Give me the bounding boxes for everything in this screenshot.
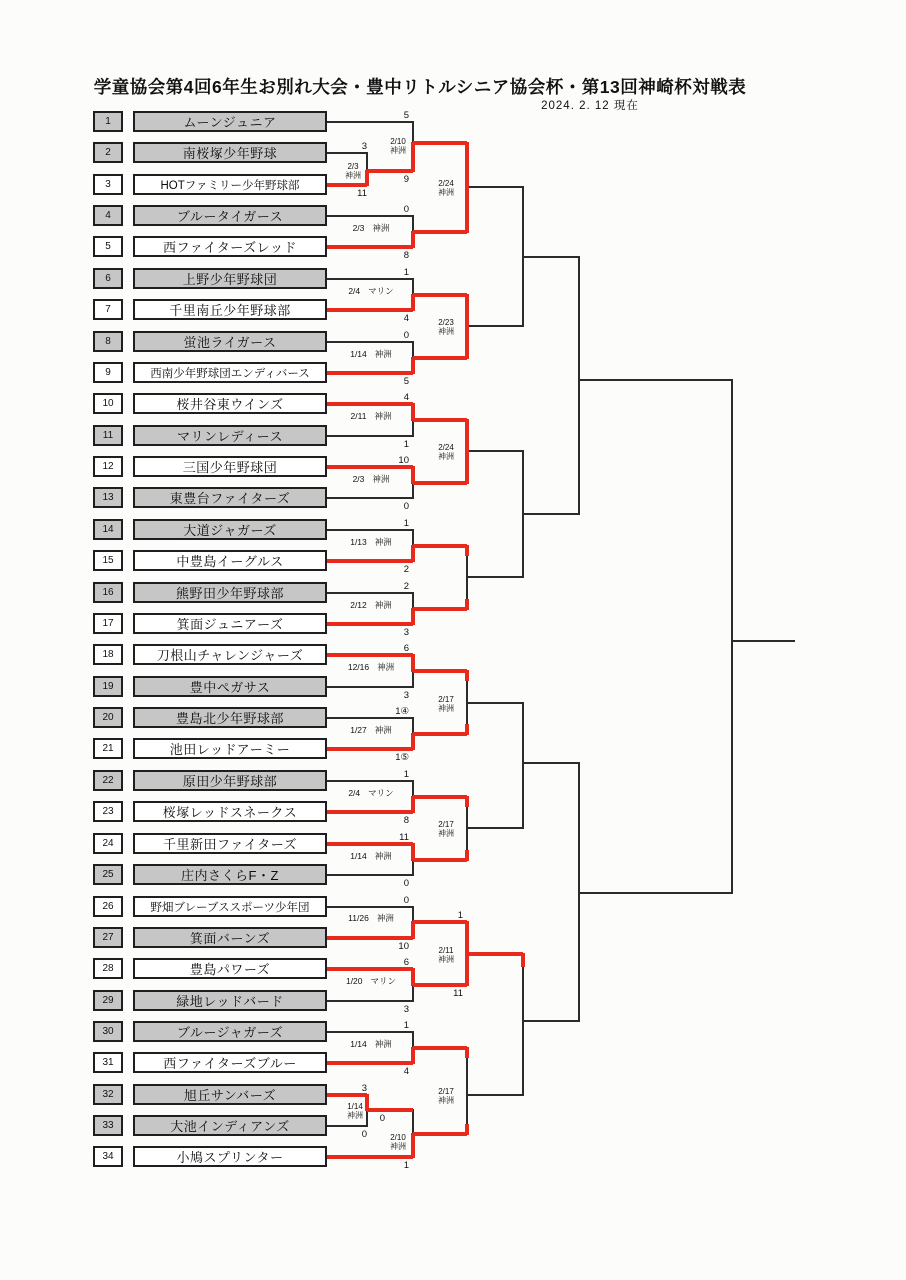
team-number-badge: 17 (93, 613, 123, 634)
score-label: 1 (403, 439, 409, 450)
team-number-badge: 11 (93, 425, 123, 446)
bracket-line-h (467, 325, 523, 327)
team-box: 池田レッドアーミー (133, 738, 327, 759)
bracket-line-v (521, 953, 525, 967)
bracket-line-h (413, 418, 467, 422)
match-date: 2/3 (352, 474, 365, 484)
match-date-label (330, 222, 412, 234)
team-box: 千里新田ファイターズ (133, 833, 327, 854)
match-date: 1/14 (347, 1102, 363, 1111)
team-box: 中豊島イーグルス (133, 550, 327, 571)
score-label: 5 (403, 376, 409, 387)
match-venue: 神洲 (374, 600, 392, 610)
team-number-badge: 6 (93, 268, 123, 289)
score-label: 11 (357, 188, 367, 199)
match-venue: 神洲 (438, 955, 454, 964)
team-box: 西ファイターズブルー (133, 1052, 327, 1073)
score-label: 0 (403, 878, 409, 889)
bracket-line-h (467, 827, 523, 829)
bracket-line-h (327, 592, 413, 594)
team-number-badge: 28 (93, 958, 123, 979)
score-label: 1 (403, 267, 409, 278)
team-number-badge: 2 (93, 142, 123, 163)
match-venue: マリン (370, 976, 397, 986)
match-date-label (330, 850, 412, 862)
bracket-line-h (523, 256, 579, 258)
bracket-line-h (413, 481, 467, 485)
team-box: ムーンジュニア (133, 111, 327, 132)
team-box: 西南少年野球団エンディバース (133, 362, 327, 383)
team-box: 豊中ペガサス (133, 676, 327, 697)
bracket-line-h (327, 183, 367, 187)
match-venue: 神洲 (372, 474, 390, 484)
match-venue: マリン (368, 788, 394, 798)
bracket-line-h (413, 1132, 467, 1136)
score-label: 0 (403, 330, 409, 341)
bracket-line-h (327, 686, 413, 688)
score-label: 6 (403, 643, 409, 654)
team-box: 刀根山チャレンジャーズ (133, 644, 327, 665)
team-box: 箕面バーンズ (133, 927, 327, 948)
bracket-line-v (522, 953, 524, 1096)
match-date-label (429, 695, 463, 713)
team-box: 原田少年野球部 (133, 770, 327, 791)
team-box: 三国少年野球団 (133, 456, 327, 477)
score-label: 3 (403, 627, 409, 638)
score-label: 0 (361, 1129, 367, 1140)
match-date: 1/27 (350, 725, 367, 735)
team-number-badge: 18 (93, 644, 123, 665)
bracket-line-h (327, 152, 367, 154)
team-number-badge: 26 (93, 896, 123, 917)
bracket-line-v (465, 796, 469, 807)
score-label: 0 (403, 895, 409, 906)
score-label: 1④ (395, 706, 409, 717)
bracket-line-v (731, 379, 733, 894)
bracket-line-h (413, 141, 467, 145)
bracket-line-h (523, 513, 579, 515)
bracket-line-v (465, 599, 469, 610)
match-date: 12/16 (347, 662, 370, 672)
team-number-badge: 21 (93, 738, 123, 759)
bracket-line-h (579, 379, 732, 381)
score-label: 0 (403, 204, 409, 215)
match-date-label (330, 536, 412, 548)
bracket-line-h (467, 186, 523, 188)
bracket-line-v (466, 1047, 468, 1135)
team-box: 豊島パワーズ (133, 958, 327, 979)
bracket-line-h (327, 215, 413, 217)
bracket-line-v (465, 142, 469, 233)
match-date: 2/3 (352, 223, 365, 233)
match-date: 11/26 (348, 913, 369, 923)
score-label: 3 (361, 1083, 367, 1094)
team-number-badge: 32 (93, 1084, 123, 1105)
bracket-line-h (327, 717, 413, 719)
match-venue: 神洲 (377, 662, 395, 672)
bracket-line-h (367, 169, 413, 173)
bracket-line-h (327, 780, 413, 782)
match-date: 2/10 (390, 137, 406, 146)
team-box: ブルージャガーズ (133, 1021, 327, 1042)
match-date: 2/4 (348, 286, 361, 296)
bracket-line-h (327, 1000, 413, 1002)
match-date: 2/17 (438, 695, 454, 704)
match-venue: 神洲 (374, 725, 392, 735)
bracket-line-h (327, 906, 413, 908)
score-label: 1 (403, 769, 409, 780)
bracket-line-h (413, 230, 467, 234)
bracket-line-v (465, 1047, 469, 1058)
score-label: 3 (403, 690, 409, 701)
match-venue: マリン (368, 286, 394, 296)
bracket-line-v (522, 702, 524, 829)
team-number-badge: 24 (93, 833, 123, 854)
match-venue: 神洲 (438, 1096, 454, 1105)
team-box: 大道ジャガーズ (133, 519, 327, 540)
bracket-line-h (467, 576, 523, 578)
score-label: 10 (398, 941, 409, 952)
match-date: 2/12 (350, 600, 367, 610)
team-number-badge: 8 (93, 331, 123, 352)
score-label: 11 (453, 988, 463, 999)
team-box: マリンレディース (133, 425, 327, 446)
match-date-label (381, 1133, 415, 1151)
match-date: 2/23 (438, 318, 454, 327)
match-date-label (429, 820, 463, 838)
bracket-line-h (327, 874, 413, 876)
match-venue: 神洲 (438, 704, 454, 713)
bracket-line-v (465, 850, 469, 861)
bracket-line-h (413, 356, 467, 360)
bracket-line-h (523, 1020, 579, 1022)
bracket-line-h (327, 936, 413, 940)
bracket-line-h (413, 669, 467, 673)
bracket-line-h (413, 858, 467, 862)
match-date: 2/10 (390, 1133, 406, 1142)
match-date: 2/4 (348, 788, 361, 798)
team-number-badge: 23 (93, 801, 123, 822)
bracket-line-h (413, 1046, 467, 1050)
team-number-badge: 19 (93, 676, 123, 697)
match-date-label (330, 410, 412, 422)
match-date: 2/11 (438, 946, 454, 955)
team-number-badge: 5 (93, 236, 123, 257)
bracket-line-h (467, 952, 523, 956)
bracket-line-h (327, 1125, 367, 1127)
match-date-label (429, 179, 463, 197)
match-venue: 神洲 (374, 349, 392, 359)
bracket-line-h (327, 559, 413, 563)
team-box: 千里南丘少年野球部 (133, 299, 327, 320)
bracket-line-h (413, 607, 467, 611)
match-venue: 神洲 (438, 829, 454, 838)
team-box: 緑地レッドバード (133, 990, 327, 1011)
match-venue: 神洲 (345, 171, 361, 180)
score-label: 4 (403, 313, 409, 324)
score-label: 3 (361, 141, 367, 152)
match-date-label (330, 285, 412, 297)
team-number-badge: 33 (93, 1115, 123, 1136)
bracket-line-h (413, 293, 467, 297)
match-date-label (429, 946, 463, 964)
score-label: 8 (403, 815, 409, 826)
team-box: 桜塚レッドスネークス (133, 801, 327, 822)
bracket-line-h (327, 1061, 413, 1065)
score-label: 2 (403, 581, 409, 592)
score-label: 1 (457, 910, 463, 921)
match-date-label (330, 661, 412, 673)
bracket-line-v (578, 256, 580, 515)
match-date: 1/14 (350, 851, 367, 861)
team-box: 旭丘サンバーズ (133, 1084, 327, 1105)
bracket-line-h (327, 1031, 413, 1033)
bracket-line-v (465, 670, 469, 681)
match-date-label (330, 787, 412, 799)
score-label: 1 (403, 518, 409, 529)
team-number-badge: 29 (93, 990, 123, 1011)
match-date: 2/3 (347, 162, 359, 171)
team-number-badge: 9 (93, 362, 123, 383)
team-number-badge: 31 (93, 1052, 123, 1073)
bracket-line-h (327, 810, 413, 814)
bracket-line-h (327, 341, 413, 343)
match-date-label (330, 473, 412, 485)
bracket-line-h (367, 1108, 413, 1112)
match-date: 1/14 (350, 349, 367, 359)
match-venue: 神洲 (372, 223, 390, 233)
match-date: 1/13 (350, 537, 367, 547)
team-box: 箕面ジュニアーズ (133, 613, 327, 634)
score-label: 8 (403, 250, 409, 261)
bracket-line-h (327, 1155, 413, 1159)
team-number-badge: 3 (93, 174, 123, 195)
bracket-line-v (465, 419, 469, 484)
team-number-badge: 1 (93, 111, 123, 132)
team-box: HOTファミリー少年野球部 (133, 174, 327, 195)
bracket-line-h (327, 497, 413, 499)
match-venue: 神洲 (390, 146, 406, 155)
bracket-line-h (467, 450, 523, 452)
team-box: 西ファイターズレッド (133, 236, 327, 257)
score-label: 11 (399, 832, 409, 843)
match-date-label (336, 162, 370, 180)
bracket-line-h (413, 983, 467, 987)
score-label: 5 (403, 110, 409, 121)
match-venue: 神洲 (374, 851, 392, 861)
team-box: ブルータイガース (133, 205, 327, 226)
match-venue: 神洲 (438, 452, 454, 461)
match-date-label (381, 137, 415, 155)
team-box: 野畑ブレーブススポーツ少年団 (133, 896, 327, 917)
score-label: 1 (403, 1160, 409, 1171)
score-label: 10 (398, 455, 409, 466)
bracket-line-h (523, 762, 579, 764)
match-venue: 神洲 (374, 1039, 392, 1049)
bracket-line-h (579, 892, 732, 894)
score-label: 0 (379, 1113, 385, 1124)
match-date-label (429, 1087, 463, 1105)
team-number-badge: 16 (93, 582, 123, 603)
bracket-line-h (327, 622, 413, 626)
team-number-badge: 4 (93, 205, 123, 226)
bracket-line-v (465, 1124, 469, 1135)
team-number-badge: 13 (93, 487, 123, 508)
bracket-line-h (327, 278, 413, 280)
bracket-line-h (413, 795, 467, 799)
bracket-line-h (327, 121, 413, 123)
bracket-line-h (327, 371, 413, 375)
bracket-line-h (413, 544, 467, 548)
bracket-line-h (327, 747, 413, 751)
bracket-line-h (327, 529, 413, 531)
bracket-line-h (327, 435, 413, 437)
team-box: 上野少年野球団 (133, 268, 327, 289)
team-box: 庄内さくらF・Z (133, 864, 327, 885)
as-of-date: 2024. 2. 12 現在 (541, 100, 639, 112)
match-date-label (330, 348, 412, 360)
team-number-badge: 15 (93, 550, 123, 571)
score-label: 0 (403, 501, 409, 512)
score-label: 1⑤ (395, 752, 409, 763)
bracket-line-h (732, 640, 795, 642)
match-venue: 神洲 (347, 1111, 363, 1120)
score-label: 4 (403, 392, 409, 403)
team-number-badge: 27 (93, 927, 123, 948)
team-box: 南桜塚少年野球 (133, 142, 327, 163)
match-date: 2/17 (438, 1087, 454, 1096)
team-number-badge: 10 (93, 393, 123, 414)
page-title: 学童協会第4回6年生お別れ大会・豊中リトルシニア協会杯・第13回神崎杯対戦表 (93, 77, 747, 97)
match-date-label (330, 912, 412, 924)
match-date-label (330, 975, 412, 987)
match-date-label (429, 318, 463, 336)
match-date: 2/24 (438, 443, 454, 452)
team-number-badge: 25 (93, 864, 123, 885)
bracket-line-h (467, 1094, 523, 1096)
score-label: 4 (403, 1066, 409, 1077)
score-label: 9 (403, 174, 409, 185)
team-box: 東豊台ファイターズ (133, 487, 327, 508)
bracket-line-v (465, 545, 469, 556)
match-venue: 神洲 (376, 913, 394, 923)
team-box: 桜井谷東ウインズ (133, 393, 327, 414)
match-date: 1/14 (350, 1039, 367, 1049)
match-date: 2/17 (438, 820, 454, 829)
score-label: 3 (403, 1004, 409, 1015)
match-venue: 神洲 (438, 188, 454, 197)
bracket-line-h (467, 702, 523, 704)
bracket-line-h (413, 732, 467, 736)
team-box: 大池インディアンズ (133, 1115, 327, 1136)
match-venue: 神洲 (438, 327, 454, 336)
match-date-label (429, 443, 463, 461)
team-number-badge: 22 (93, 770, 123, 791)
match-date-label (330, 599, 412, 611)
bracket-line-v (465, 724, 469, 735)
match-date-label (330, 1038, 412, 1050)
team-number-badge: 14 (93, 519, 123, 540)
team-number-badge: 12 (93, 456, 123, 477)
team-box: 蛍池ライガース (133, 331, 327, 352)
bracket-line-h (327, 308, 413, 312)
team-box: 熊野田少年野球部 (133, 582, 327, 603)
match-venue: 神洲 (374, 537, 392, 547)
score-label: 6 (403, 957, 409, 968)
bracket-line-h (327, 245, 413, 249)
score-label: 2 (403, 564, 409, 575)
match-date: 1/20 (345, 976, 363, 986)
team-box: 豊島北少年野球部 (133, 707, 327, 728)
score-label: 1 (403, 1020, 409, 1031)
team-number-badge: 20 (93, 707, 123, 728)
match-venue: 神洲 (374, 411, 392, 421)
bracket-line-v (465, 294, 469, 359)
team-number-badge: 30 (93, 1021, 123, 1042)
team-number-badge: 7 (93, 299, 123, 320)
match-date: 2/11 (350, 411, 367, 421)
match-venue: 神洲 (390, 1142, 406, 1151)
match-date: 2/24 (438, 179, 454, 188)
match-date-label (330, 724, 412, 736)
team-number-badge: 34 (93, 1146, 123, 1167)
team-box: 小鳩スプリンター (133, 1146, 327, 1167)
